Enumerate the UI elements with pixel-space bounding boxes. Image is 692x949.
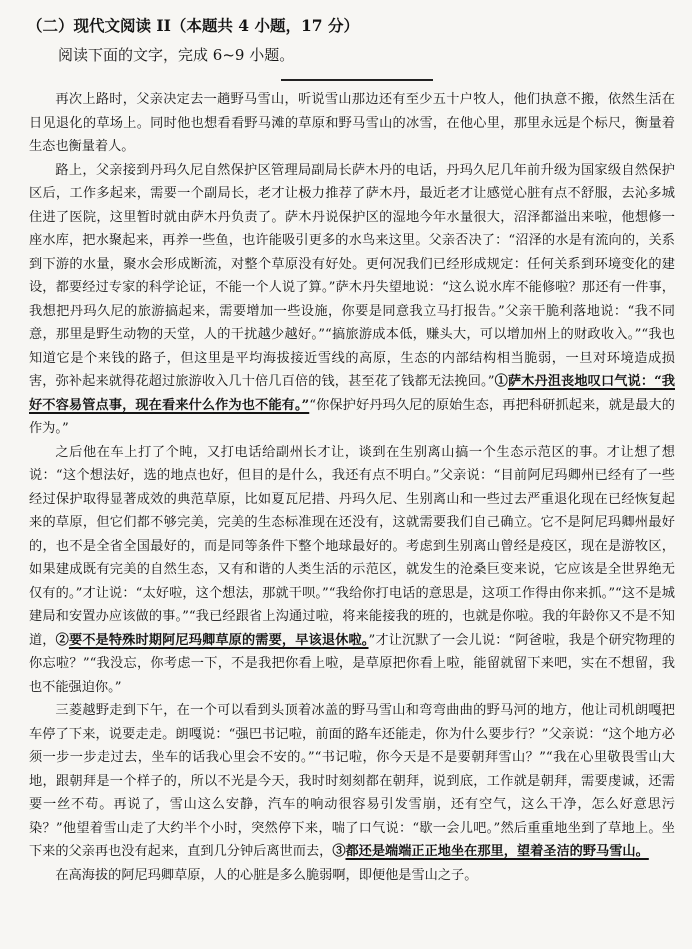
passage-paragraph xyxy=(29,699,675,864)
sentence-marker: ③ xyxy=(332,844,346,859)
title-underline xyxy=(281,79,433,81)
text-run: “你保护好丹玛久尼的原始生态，再把科研抓起来，就是最大的作为。” xyxy=(29,397,675,436)
passage-paragraph xyxy=(29,159,675,441)
passage-paragraph xyxy=(29,441,675,700)
underlined-sentence: 萨木丹沮丧地叹口气说：“我好不容易管点事，现在看来什么作为也不能有。” xyxy=(29,374,675,413)
passage-paragraph xyxy=(29,88,675,159)
text-run: 再次上路时，父亲决定去一趟野马雪山，听说雪山那边还有至少五十户牧人，他们执意不搬，依然生活在日见退化的草场上。同时他也想看看野马滩的草原和野马雪山的冰雪，在他心里，那里永远是个标尺，衡量着生态也衡量着人。 xyxy=(29,92,675,154)
underlined-sentence: 都还是端端正正地坐在那里，望着圣洁的野马雪山。 xyxy=(345,844,649,859)
reading-instruction: 阅读下面的文字，完成 6~9 小题。 xyxy=(58,46,295,64)
section-heading: （二）现代文阅读 II（本题共 4 小题，17 分） xyxy=(27,16,359,35)
text-run: ”才让沉默了一会儿说：“阿爸啦，我是个研究物理的你忘啦？”“我没忘，你考虑一下，不是我把你看上啦，是草原把你看上啦，能留就留下来吧，实在不想留，我也不能强迫你。” xyxy=(29,632,675,695)
text-run: 路上，父亲接到丹玛久尼自然保护区管理局副局长萨木丹的电话，丹玛久尼几年前升级为国家级自然保护区后，工作多起来，需要一个副局长，老才让极力推荐了萨木丹，最近老才让感觉心脏有点不舒服，去沁多城住进了医院，这里暂时就由萨木丹负责了。萨木丹说保护区的湿地今年水量很大，沼泽都溢出来啦，他想修一座水库，把水聚起来，再养一些鱼，也许能吸引更多的水鸟来这里。父亲否决了：“沼泽的水是有流向的，关系到下游的水量，聚水会形成断流，对整个草原没有好处。更何况我们已经形成规定：任何关系到环境变化的建设，都要经过专家的科学论证，不能一个人说了算。”萨木丹失望地说：“这么说水库不能修啦？那还有一件事，我想把丹玛久尼的旅游搞起来，需要增加一些设施，你要是同意我立马打报告。”父亲干脆利落地说：“我不同意，那里是野生动物的天堂，人的干扰越少越好。”“搞旅游成本低，赚头大，可以增加州上的财政收入。”“我也知道它是个来钱的路子，但这里是平均海拔接近雪线的高原，生态的内部结构相当脆弱，一旦对环境造成损害，弥补起来就得花超过旅游收入几十倍几百倍的钱，甚至花了钱都无法挽回。” xyxy=(29,162,675,389)
text-run: 在高海拔的阿尼玛卿草原，人的心脏是多么脆弱啊，即便他是雪山之子。 xyxy=(55,867,478,883)
text-run: 之后他在车上打了个盹，又打电话给副州长才让，谈到在生别离山搞一个生态示范区的事。才让想了想说：“这个想法好，选的地点也好，但目的是什么，我还有点不明白。”父亲说：“目前阿尼玛卿州已经有了一些经过保护取得显著成效的典范草原，比如夏瓦尼措、丹玛久尼、生别离山和一些过去严重退化现在已经恢复起来的草原，但它们都不够完美，完美的生态标准现在还没有，这就需要我们自己确立。它不是阿尼玛卿州最好的，也不是全省全国最好的，而是同等条件下整个地球最好的。考虑到生别离山曾经是疫区，现在是游牧区，如果建成既有完美的自然生态，又有和谐的人类生活的示范区，就发生的沧桑巨变来说，它应该是全世界绝无仅有的。”才让说：“太好啦，这个想法，那就干呗。”“我给你打电话的意思是，这项工作得由你来抓。”“这不是城建局和安置办应该做的事。”“我已经跟省上沟通过啦，将来能接我的班的，也就是你啦。我的年龄你又不是不知道， xyxy=(29,444,675,648)
sentence-marker: ① xyxy=(494,374,508,389)
passage-paragraph xyxy=(29,864,675,888)
sentence-marker: ② xyxy=(55,632,69,648)
underlined-sentence: 要不是特殊时期阿尼玛卿草原的需要，早该退休啦。 xyxy=(68,632,369,648)
passage-body xyxy=(29,88,675,887)
text-run: 三菱越野走到下午，在一个可以看到头顶着冰盖的野马雪山和弯弯曲曲的野马河的地方，他让司机朗嘎把车停了下来，说要走走。朗嘎说：“强巴书记啦，前面的路车还能走，你为什么要步行？”父亲说：“这个地方必须一步一步走过去，坐车的话我心里会不安的。”“书记啦，你今天是不是要朝拜雪山？”“我在心里敬畏雪山大地，跟朝拜是一个样子的，所以不光是今天，我时时刻刻都在朝拜，说到底，工作就是朝拜，需要虔诚，还需要一丝不苟。再说了，雪山这么安静，汽车的响动很容易引发雪崩，还有空气，这么干净，怎么好意思污染？”他望着雪山走了大约半个小时，突然停下来，喘了口气说：“歇一会儿吧。”然后重重地坐到了草地上。坐下来的父亲再也没有起来，直到几分钟后离世而去， xyxy=(29,703,675,859)
